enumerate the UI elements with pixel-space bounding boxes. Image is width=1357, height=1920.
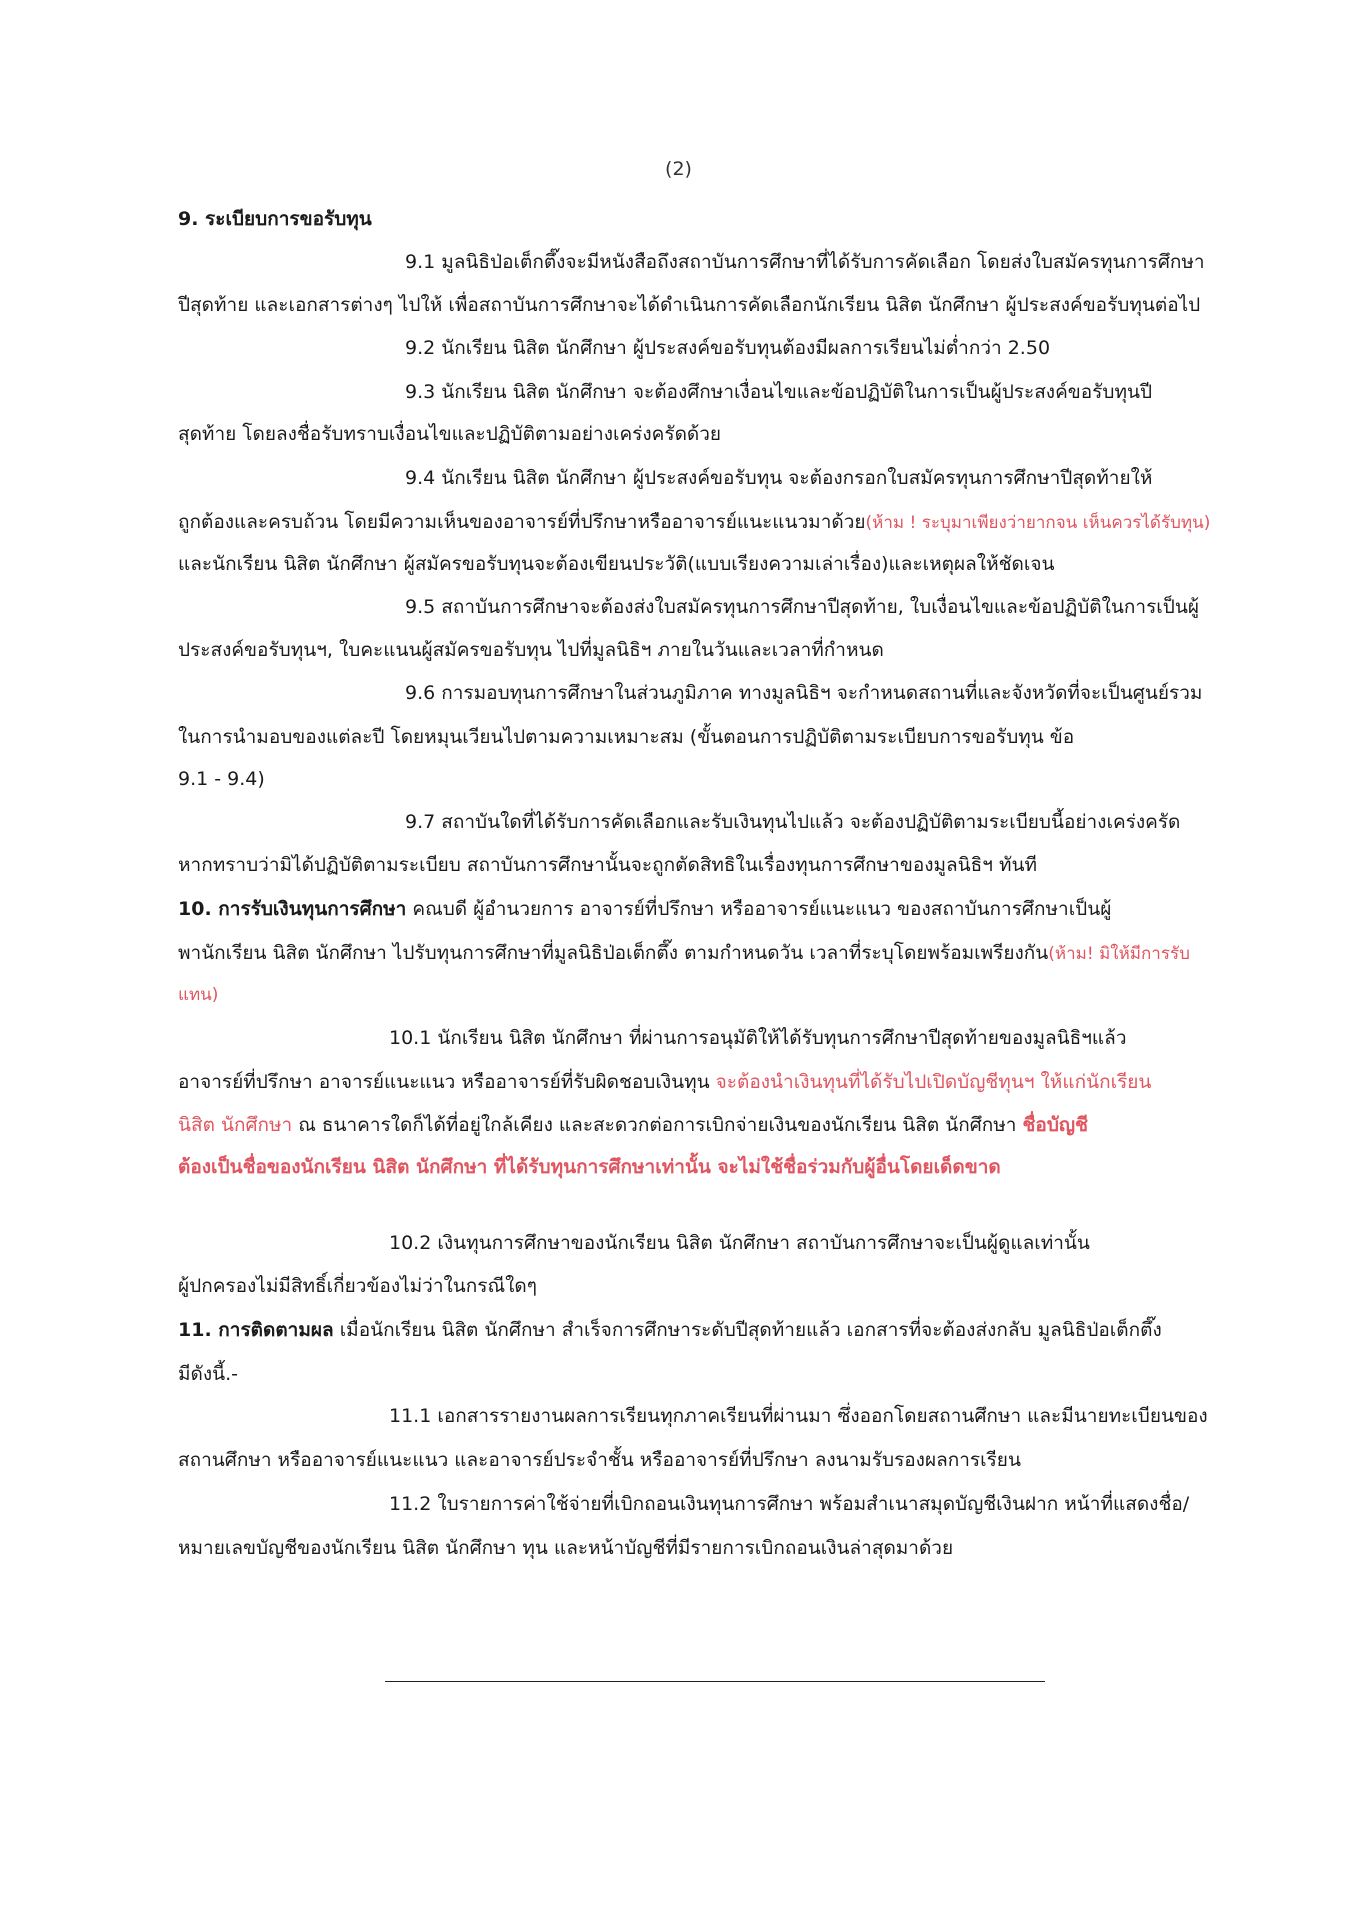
- section-10-warning-end: แทน): [178, 985, 219, 1005]
- para-9-4-line-2: [178, 508, 1248, 537]
- para-10-1-line-2-text: อาจารย์ที่ปรึกษา อาจารย์แนะแนว หรืออาจารย์ที่รับผิดชอบเงินทุน: [178, 1071, 710, 1093]
- para-9-1-line-2: ปีสุดท้าย และเอกสารต่างๆ ไปให้ เพื่อสถาบันการศึกษาจะได้ดำเนินการคัดเลือกนักเรียน นิสิต นักศึกษา ผู้ประสงค์ขอรับทุนต่อไป: [178, 294, 1201, 316]
- para-10-2-line-2: ผู้ปกครองไม่มีสิทธิ์เกี่ยวข้องไม่ว่าในกรณีใดๆ: [178, 1275, 537, 1297]
- para-9-4-line-3: และนักเรียน นิสิต นักศึกษา ผู้สมัครขอรับทุนจะต้องเขียนประวัติ(แบบเรียงความเล่าเรื่อง)และเหตุผลให้ชัดเจน: [178, 553, 1055, 575]
- para-9-1-line-1: 9.1 มูลนิธิป่อเต็กตึ๊งจะมีหนังสือถึงสถาบันการศึกษาที่ได้รับการคัดเลือก โดยส่งใบสมัครทุนการศึกษา: [405, 251, 1205, 273]
- para-11-2-line-2: หมายเลขบัญชีของนักเรียน นิสิต นักศึกษา ทุน และหน้าบัญชีที่มีรายการเบิกถอนเงินล่าสุดมาด้วย: [178, 1537, 954, 1559]
- section-10-line-1-text: คณบดี ผู้อำนวยการ อาจารย์ที่ปรึกษา หรืออาจารย์แนะแนว ของสถาบันการศึกษาเป็นผู้: [412, 898, 1112, 920]
- para-9-6-line-3: 9.1 - 9.4): [178, 768, 265, 790]
- para-10-1-line-3-text: ณ ธนาคารใดก็ได้ที่อยู่ใกล้เคียง และสะดวกต่อการเบิกจ่ายเงินของนักเรียน นิสิต นักศึกษา: [298, 1114, 1017, 1136]
- section-10-heading: 10. การรับเงินทุนการศึกษา: [178, 898, 407, 920]
- section-11-line-2: มีดังนี้.-: [178, 1363, 239, 1385]
- para-9-7-line-2: หากทราบว่ามิได้ปฏิบัติตามระเบียบ สถาบันการศึกษานั้นจะถูกตัดสิทธิในเรื่องทุนการศึกษาของมูลนิธิฯ ทันที: [178, 854, 1038, 876]
- section-11-line-1: [178, 1316, 1248, 1344]
- para-9-4-line-2-text: ถูกต้องและครบถ้วน โดยมีความเห็นของอาจารย์ที่ปรึกษาหรืออาจารย์แนะแนวมาด้วย: [178, 511, 866, 533]
- para-9-2-line-1: 9.2 นักเรียน นิสิต นักศึกษา ผู้ประสงค์ขอรับทุนต้องมีผลการเรียนไม่ต่ำกว่า 2.50: [405, 337, 1051, 359]
- para-9-5-line-2: ประสงค์ขอรับทุนฯ, ใบคะแนนผู้สมัครขอรับทุน ไปที่มูลนิธิฯ ภายในวันและเวลาที่กำหนด: [178, 639, 884, 661]
- para-11-1-line-1: 11.1 เอกสารรายงานผลการเรียนทุกภาคเรียนที่ผ่านมา ซึ่งออกโดยสถานศึกษา และมีนายทะเบียนของ: [389, 1405, 1208, 1427]
- para-10-1-account-name-rule: ชื่อบัญชี: [1022, 1114, 1088, 1136]
- para-9-3-line-1: 9.3 นักเรียน นิสิต นักศึกษา จะต้องศึกษาเงื่อนไขและข้อปฏิบัติในการเป็นผู้ประสงค์ขอรับทุนปี: [405, 381, 1153, 403]
- para-9-6-line-2: ในการนำมอบของแต่ละปี โดยหมุนเวียนไปตามความเหมาะสม (ขั้นตอนการปฏิบัติตามระเบียบการขอรับทุน ข้อ: [178, 726, 1075, 748]
- section-10-line-1: [178, 895, 1248, 923]
- para-10-1-line-1: 10.1 นักเรียน นิสิต นักศึกษา ที่ผ่านการอนุมัติให้ได้รับทุนการศึกษาปีสุดท้ายของมูลนิธิฯแล้ว: [389, 1027, 1127, 1049]
- section-10-warning: (ห้าม! มิให้มีการรับ: [1048, 944, 1190, 964]
- para-9-4-line-1: 9.4 นักเรียน นิสิต นักศึกษา ผู้ประสงค์ขอรับทุน จะต้องกรอกใบสมัครทุนการศึกษาปีสุดท้ายให้: [405, 467, 1153, 489]
- document-divider: [385, 1681, 1045, 1682]
- para-9-4-warning: (ห้าม ! ระบุมาเพียงว่ายากจน เห็นควรได้รับทุน): [865, 513, 1211, 533]
- section-11-line-1-text: เมื่อนักเรียน นิสิต นักศึกษา สำเร็จการศึกษาระดับปีสุดท้ายแล้ว เอกสารที่จะต้องส่งกลับ มูลนิธิป่อเต็กตึ๊ง: [339, 1319, 1162, 1341]
- para-10-1-line-4: ต้องเป็นชื่อของนักเรียน นิสิต นักศึกษา ที่ได้รับทุนการศึกษาเท่านั้น จะไม่ใช้ชื่อร่วมกับผู้อื่นโดยเด็ดขาด: [178, 1156, 1001, 1178]
- para-9-5-line-1: 9.5 สถาบันการศึกษาจะต้องส่งใบสมัครทุนการศึกษาปีสุดท้าย, ใบเงื่อนไขและข้อปฏิบัติในการเป็นผู้: [405, 596, 1199, 618]
- para-10-1-red-notice: จะต้องนำเงินทุนที่ได้รับไปเปิดบัญชีทุนฯ ให้แก่นักเรียน: [715, 1071, 1152, 1093]
- para-11-1-line-2: สถานศึกษา หรืออาจารย์แนะแนว และอาจารย์ประจำชั้น หรืออาจารย์ที่ปรึกษา ลงนามรับรองผลการเรียน: [178, 1449, 1021, 1471]
- section-9-heading: 9. ระเบียบการขอรับทุน: [178, 208, 372, 230]
- para-10-2-line-1: 10.2 เงินทุนการศึกษาของนักเรียน นิสิต นักศึกษา สถาบันการศึกษาจะเป็นผู้ดูแลเท่านั้น: [389, 1232, 1090, 1254]
- para-9-3-line-2: สุดท้าย โดยลงชื่อรับทราบเงื่อนไขและปฏิบัติตามอย่างเคร่งครัดด้วย: [178, 423, 722, 445]
- section-11-heading: 11. การติดตามผล: [178, 1319, 334, 1341]
- para-11-2-line-1: 11.2 ใบรายการค่าใช้จ่ายที่เบิกถอนเงินทุนการศึกษา พร้อมสำเนาสมุดบัญชีเงินฝาก หน้าที่แสดงชื่อ/: [389, 1493, 1190, 1515]
- section-10-line-2: [178, 939, 1248, 968]
- para-10-1-line-2: [178, 1068, 1248, 1096]
- para-9-6-line-1: 9.6 การมอบทุนการศึกษาในส่วนภูมิภาค ทางมูลนิธิฯ จะกำหนดสถานที่และจังหวัดที่จะเป็นศูนย์รวม: [405, 682, 1203, 704]
- para-10-1-red-notice-cont: นิสิต นักศึกษา: [178, 1114, 293, 1136]
- section-10-line-2-text: พานักเรียน นิสิต นักศึกษา ไปรับทุนการศึกษาที่มูลนิธิป่อเต็กตึ๊ง ตามกำหนดวัน เวลาที่ระบุโดยพร้อมเพรียงกัน: [178, 942, 1049, 964]
- page-number: (2): [665, 158, 692, 180]
- para-9-7-line-1: 9.7 สถาบันใดที่ได้รับการคัดเลือกและรับเงินทุนไปแล้ว จะต้องปฏิบัติตามระเบียบนี้อย่างเคร่งครัด: [405, 811, 1181, 833]
- para-10-1-line-3: [178, 1111, 1248, 1139]
